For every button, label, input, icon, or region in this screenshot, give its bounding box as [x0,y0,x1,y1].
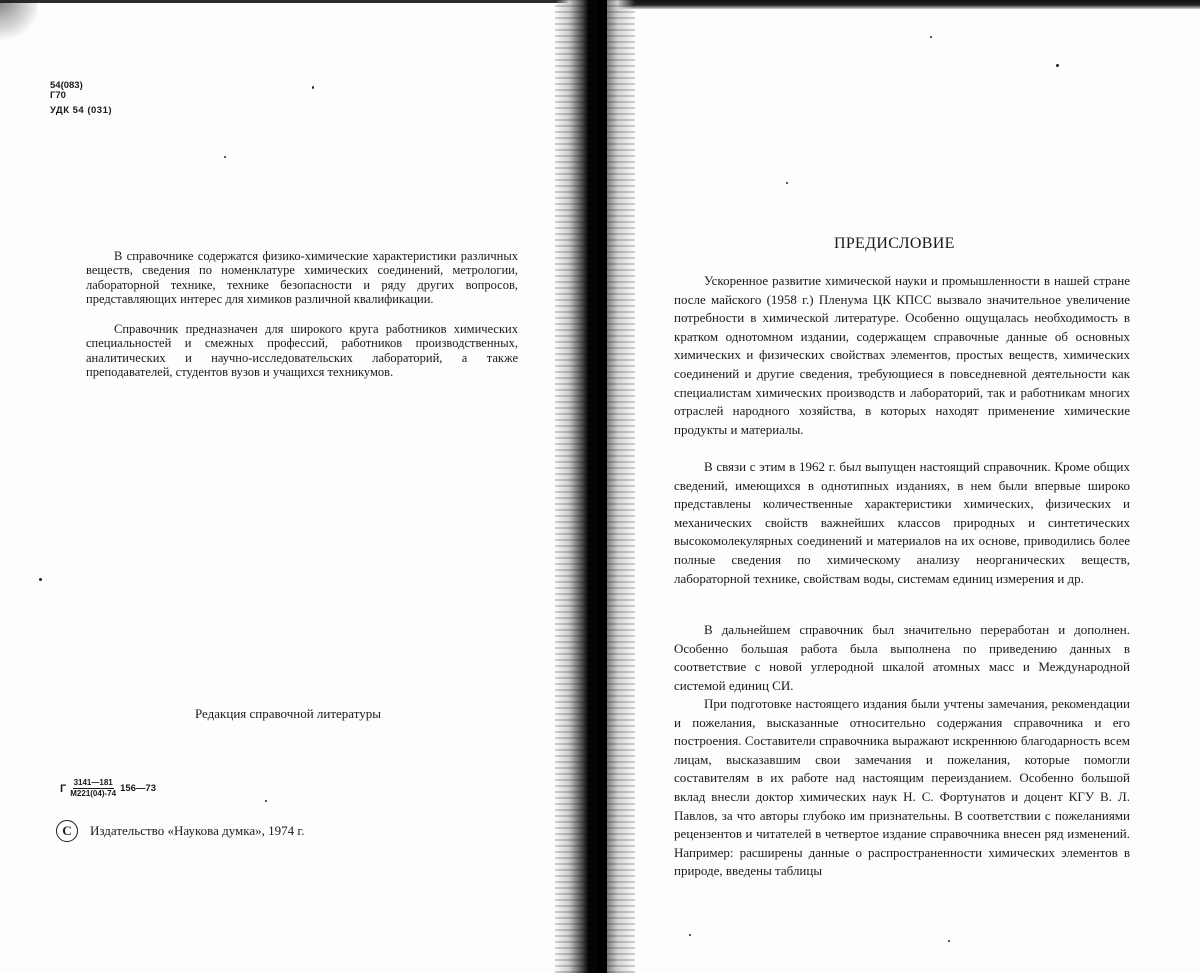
classification-index: Г70 [50,90,66,101]
copyright-text: Издательство «Наукова думка», 1974 г. [90,823,305,838]
scan-speck [948,940,950,942]
preface-paragraph: В дальнейшем справочник был значительно переработан и дополнен. Особенно большая работа была выполнена по приведению данных в соответствие с новой углеродной шкалой атомных масс и Международной системой единиц СИ. [674,622,1130,693]
binding-shadow [597,0,607,973]
scan-top-edge-right [590,0,1200,9]
code-denominator: М221(04)-74 [70,789,117,798]
copyright-line [56,820,305,842]
publication-code [60,778,156,799]
code-fraction [70,778,116,799]
code-suffix: 156—73 [120,783,156,794]
code-letter: Г [60,782,67,795]
scan-speck [312,86,314,89]
scan-speck [224,156,226,158]
scan-corner-smudge [0,0,38,40]
copyright-icon: C [56,820,78,842]
scan-speck [930,36,932,38]
annotation-paragraph: В справочнике содержатся физико-химические характеристики различных веществ, сведения по номенклатуре химических соединений, метрологии, лабораторной технике, технике безопасности и ряду других вопросов, представляющих интерес для химиков различной квалификации. [86,249,518,306]
scan-speck [265,800,267,802]
book-gutter [555,0,635,973]
page-title: ПРЕДИСЛОВИЕ [834,235,955,252]
scan-top-edge-left [0,0,590,3]
preface-paragraph: В связи с этим в 1962 г. был выпущен настоящий справочник. Кроме общих сведений, имеющихся в однотипных изданиях, в нем были впервые широко представлены количественные характеристики химических, физических и механических свойств важнейших классов природных и синтетических высокомолекулярных соединений и материалов на их основе, приводились более полные сведения по химическому анализу неорганических веществ, лабораторной технике, свойствам воды, системам единиц измерения и др. [674,459,1130,586]
classification-code: 54(083) [50,80,83,91]
annotation-paragraph: Справочник предназначен для широкого круга работников химических специальностей и смежных профессий, работников производственных, аналитических и научно-исследовательских лабораторий, а также преподавателей, студентов вузов и учащихся техникумов. [86,322,518,379]
scan-speck [689,934,691,936]
scan-speck [39,578,42,581]
preface-paragraph: Ускоренное развитие химической науки и промышленности в нашей стране после майского (1958 г.) Пленума ЦК КПСС вызвало значительное увеличение потребности в химической литературе. Особенно ощущалась необходимость в кратком однотомном издании, содержащем справочные данные об основных химических и физических свойствах элементов, простых веществ, химических соединений и другие сведения, требующиеся в повседневной деятельности как специалистам химических производств и лабораторий, так и работникам многих отраслей народного хозяйства, в которых находят применение химические продукты и материалы. [674,273,1130,437]
preface-paragraph: При подготовке настоящего издания были учтены замечания, рекомендации и пожелания, высказанные относительно содержания справочника и его построения. Составители справочника выражают искреннюю благодарность всем лицам, высказавшим свои замечания и пожелания, которые помогли составителям в их работе над настоящим переизданием. Особенно большой вклад внесли доктор химических наук Н. С. Фортунатов и доцент КГУ В. Л. Павлов, за что авторы глубоко им признательны. В соответствии с пожеланиями рецензентов и читателей в четвертое издание справочника внесен ряд изменений. Например: расширены данные о распространенности химических элементов в природе, введены таблицы [674,696,1130,879]
scan-speck [786,182,788,184]
scan-speck [1056,64,1059,67]
udk-code: УДК 54 (031) [50,105,113,116]
editorial-credit: Редакция справочной литературы [195,706,381,721]
code-numerator: 3141—181 [73,778,113,787]
